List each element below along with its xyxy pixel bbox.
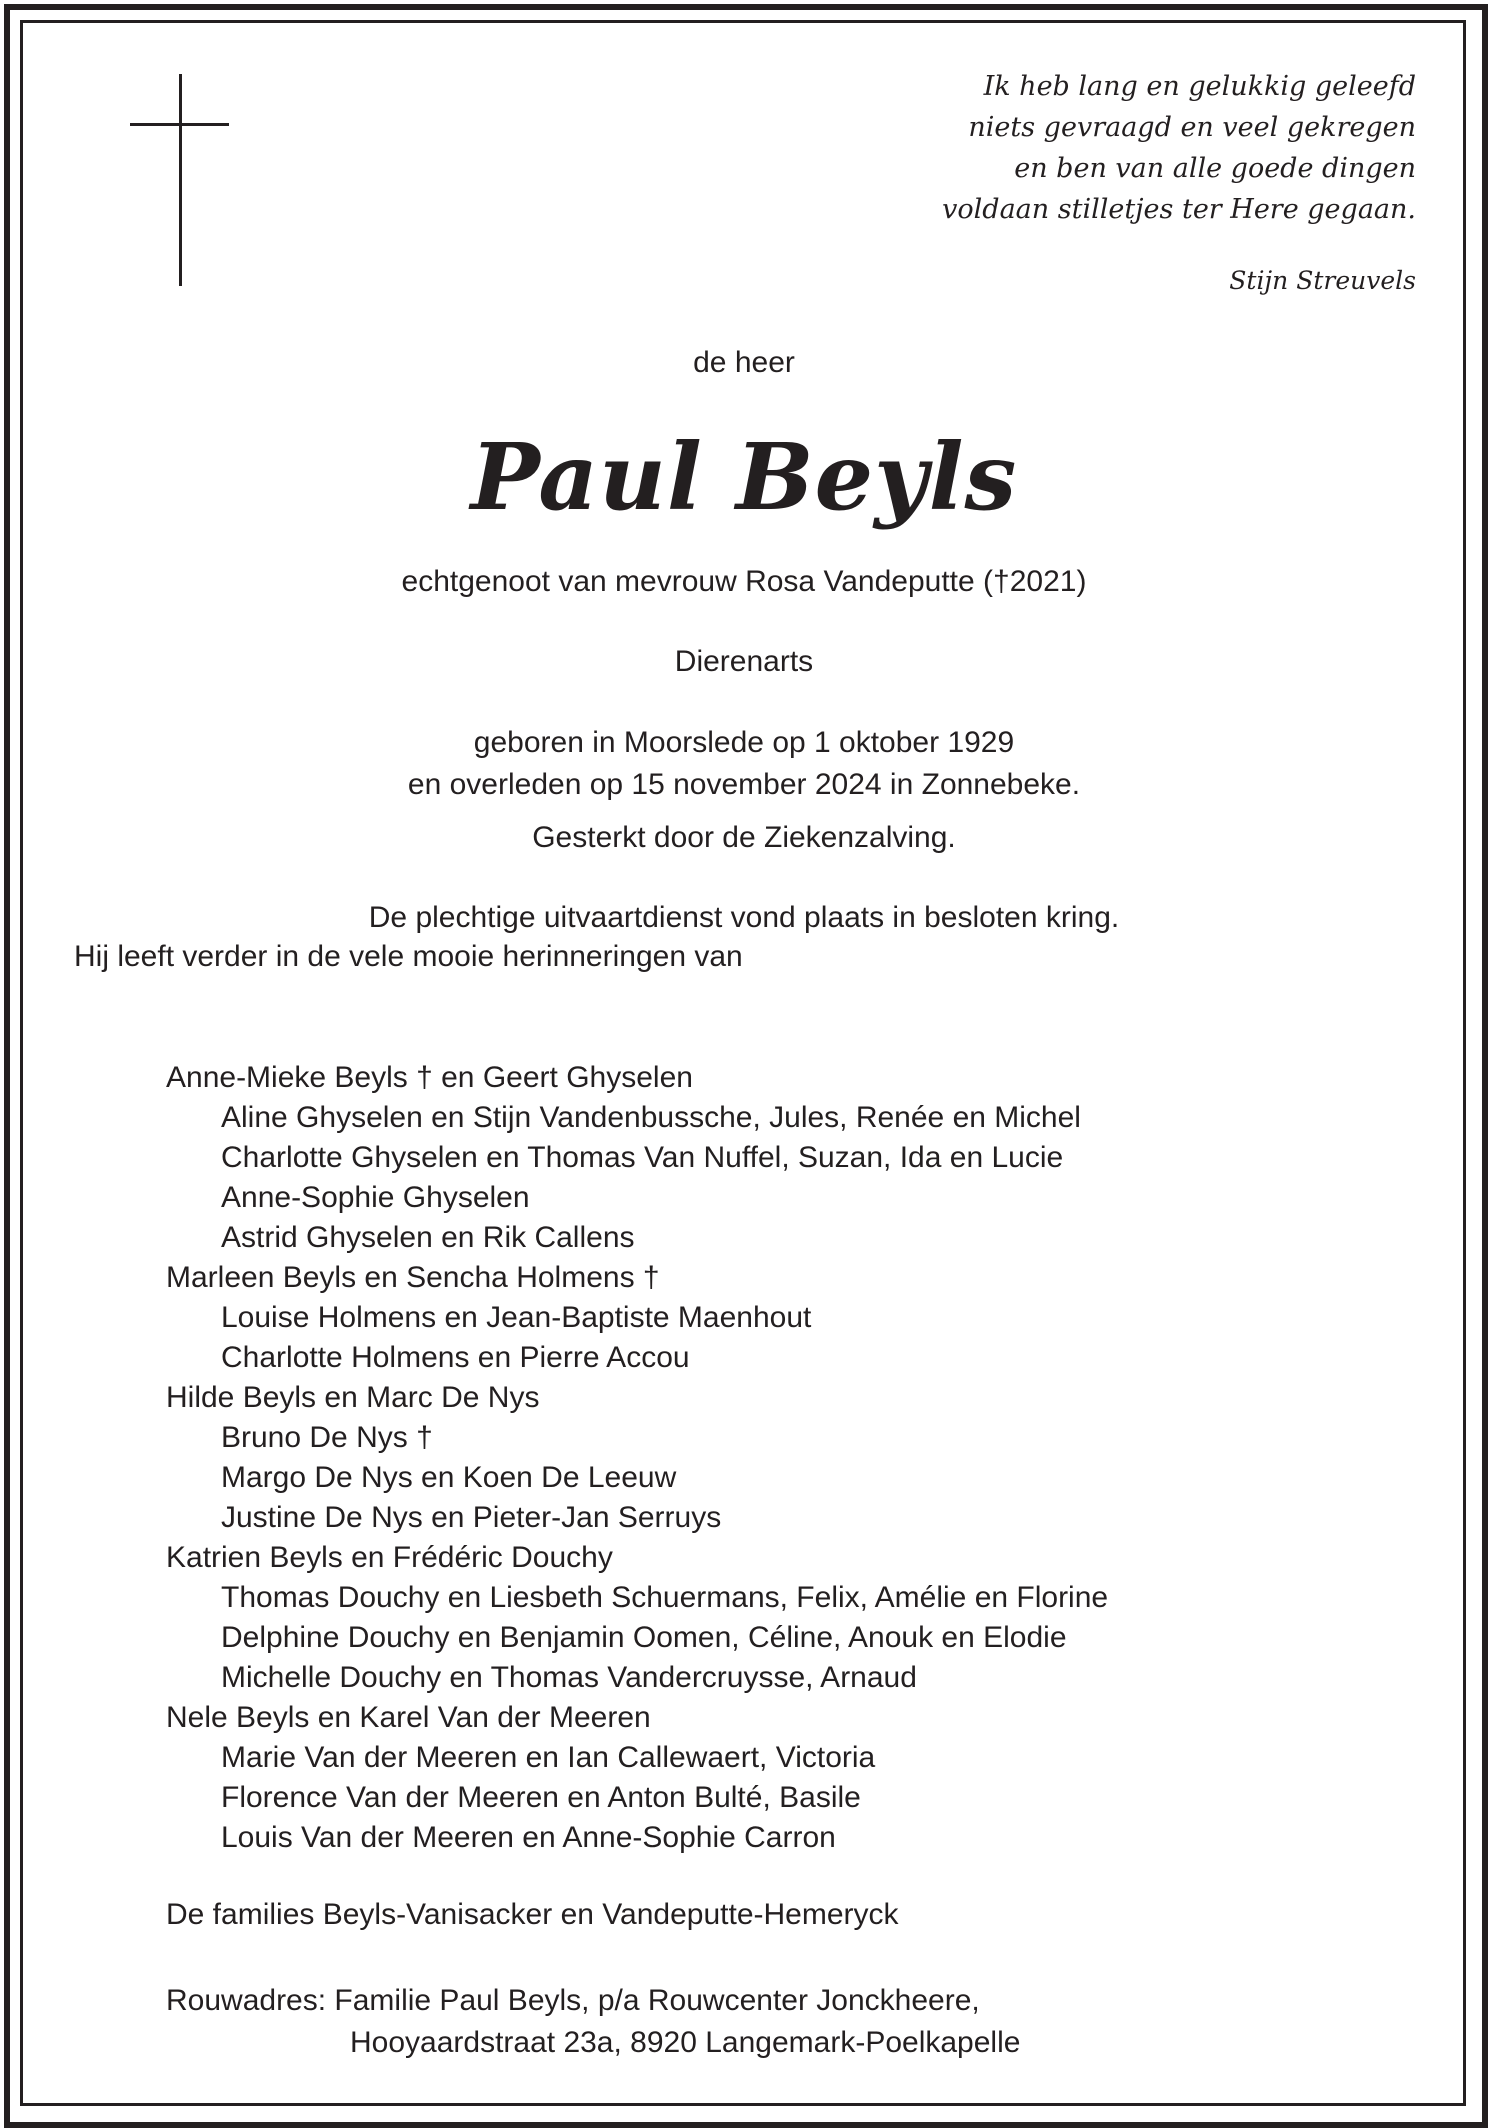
death-line: en overleden op 15 november 2024 in Zonnebeke. [407, 768, 1081, 801]
mourning-address [166, 1980, 1020, 2064]
family-list [166, 1058, 1108, 1858]
honorific: de heer [693, 346, 795, 379]
funeral-line: De plechtige uitvaartdienst vond plaats in besloten kring. [368, 901, 1120, 934]
family-member: Charlotte Ghyselen en Thomas Van Nuffel, Suzan, Ida en Lucie [221, 1141, 1064, 1174]
family-member: Marie Van der Meeren en Ian Callewaert, Victoria [221, 1741, 876, 1774]
address-line-1: Rouwadres: Familie Paul Beyls, p/a Rouwcenter Jonckheere, [166, 1984, 980, 2017]
profession: Dierenarts [674, 645, 814, 678]
family-member: Bruno De Nys † [221, 1421, 433, 1454]
address-line-2: Hooyaardstraat 23a, 8920 Langemark-Poelkapelle [350, 2026, 1021, 2059]
family-member: Michelle Douchy en Thomas Vandercruysse, Arnaud [221, 1661, 917, 1694]
poem-author: Stijn Streuvels [1229, 266, 1416, 295]
family-member: Thomas Douchy en Liesbeth Schuermans, Felix, Amélie en Florine [221, 1581, 1109, 1614]
family-member: Louise Holmens en Jean-Baptiste Maenhout [221, 1301, 812, 1334]
cross-vertical-bar [179, 74, 182, 286]
family-member: Charlotte Holmens en Pierre Accou [221, 1341, 690, 1374]
spouse-line: echtgenoot van mevrouw Rosa Vandeputte (†2021) [401, 565, 1087, 598]
family-member: Florence Van der Meeren en Anton Bulté, Basile [221, 1781, 861, 1814]
cross-horizontal-bar [130, 123, 229, 126]
family-member: Hilde Beyls en Marc De Nys [166, 1381, 540, 1414]
remembrance-intro: Hij leeft verder in de vele mooie herinneringen van [74, 940, 743, 973]
family-member: Justine De Nys en Pieter-Jan Serruys [221, 1501, 722, 1534]
family-member: Louis Van der Meeren en Anne-Sophie Carron [221, 1821, 836, 1854]
families-line: De families Beyls-Vanisacker en Vandeputte-Hemeryck [166, 1898, 899, 1931]
family-member: Delphine Douchy en Benjamin Oomen, Céline, Anouk en Elodie [221, 1621, 1067, 1654]
life-dates [0, 722, 1488, 806]
poem-line: en ben van alle goede dingen [1014, 153, 1416, 184]
family-member: Katrien Beyls en Frédéric Douchy [166, 1541, 613, 1574]
family-member: Astrid Ghyselen en Rik Callens [221, 1221, 635, 1254]
family-member: Margo De Nys en Koen De Leeuw [221, 1461, 677, 1494]
birth-line: geboren in Moorslede op 1 oktober 1929 [473, 726, 1015, 759]
poem [856, 66, 1416, 230]
family-member: Anne-Mieke Beyls † en Geert Ghyselen [166, 1061, 693, 1094]
family-member: Marleen Beyls en Sencha Holmens † [166, 1261, 660, 1294]
poem-line: niets gevraagd en veel gekregen [968, 112, 1416, 143]
sacrament-line: Gesterkt door de Ziekenzalving. [532, 821, 956, 854]
family-member: Anne-Sophie Ghyselen [221, 1181, 530, 1214]
poem-line: Ik heb lang en gelukkig geleefd [983, 71, 1416, 102]
poem-line: voldaan stilletjes ter Here gegaan. [942, 194, 1416, 225]
family-member: Aline Ghyselen en Stijn Vandenbussche, Jules, Renée en Michel [221, 1101, 1081, 1134]
deceased-name: Paul Beyls [470, 423, 1018, 531]
family-member: Nele Beyls en Karel Van der Meeren [166, 1701, 651, 1734]
